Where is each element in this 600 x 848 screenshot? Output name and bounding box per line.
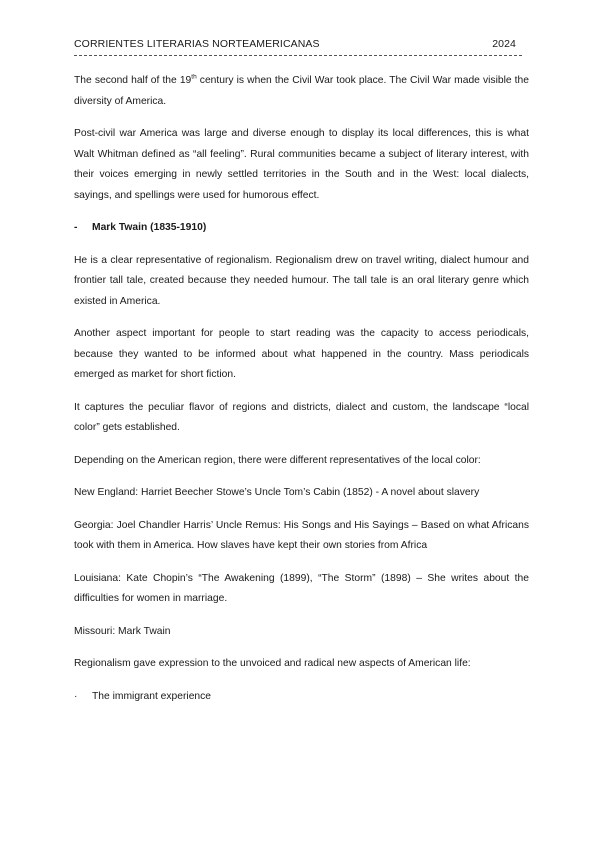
paragraph-civil-war	[74, 71, 529, 112]
paragraph-louisiana: Louisiana: Kate Chopin’s “The Awakening (1899), “The Storm” (1898) – She writes about the difficulties for women in marriage.	[74, 572, 529, 604]
paragraph-new-england: New England: Harriet Beecher Stowe’s Uncle Tom’s Cabin (1852) - A novel about slavery	[74, 487, 480, 498]
list-item	[74, 687, 529, 708]
list-item-text: The immigrant experience	[92, 690, 212, 702]
superscript-th: th	[191, 73, 197, 81]
paragraph-missouri: Missouri: Mark Twain	[74, 625, 171, 637]
header-divider	[74, 55, 522, 57]
paragraph-text: The second half of the 19	[74, 75, 192, 86]
page-header	[74, 38, 516, 50]
paragraph-regionalism-expression: Regionalism gave expression to the unvoiced and radical new aspects of American life:	[74, 658, 471, 669]
paragraph-periodicals: Another aspect important for people to start reading was the capacity to access periodicals, because they wanted to be informed about what happened in the country. Mass periodicals emerged as market for short fiction.	[74, 328, 529, 380]
paragraph-georgia: Georgia: Joel Chandler Harris’ Uncle Remus: His Songs and His Sayings – Based on what Africans took with them in America. How slaves have kept their own stories from Africa	[74, 519, 529, 551]
document-body	[74, 71, 529, 719]
section-heading-mark-twain	[74, 218, 529, 239]
paragraph-post-civil-war: Post-civil war America was large and diverse enough to display its local differences, this is what Walt Whitman defined as “all feeling”. Rural communities became a subject of literary interest, with their voices emerging in newly settled territories in the South and in the West: local dialects, sayings, and spellings were used for humorous effect.	[74, 128, 529, 201]
header-year: 2024	[492, 38, 516, 50]
paragraph-representatives: Depending on the American region, there were different representatives of the local color:	[74, 454, 481, 466]
header-title: CORRIENTES LITERARIAS NORTEAMERICANAS	[74, 38, 320, 50]
paragraph-local-color: It captures the peculiar flavor of regions and districts, dialect and custom, the landscape “local color” gets established.	[74, 401, 529, 433]
paragraph-text-cont: century is when the Civil War took place. The Civil War made visible the diversity of America.	[74, 75, 529, 107]
paragraph-regionalism: He is a clear representative of regionalism. Regionalism drew on travel writing, dialect humour and frontier tall tale, created because they needed humour. The tall tale is an oral literary genre which existed in America.	[74, 254, 529, 307]
heading-text: Mark Twain (1835-1910)	[92, 222, 207, 233]
heading-dash: -	[74, 222, 78, 233]
bullet-mark: ·	[74, 690, 78, 702]
